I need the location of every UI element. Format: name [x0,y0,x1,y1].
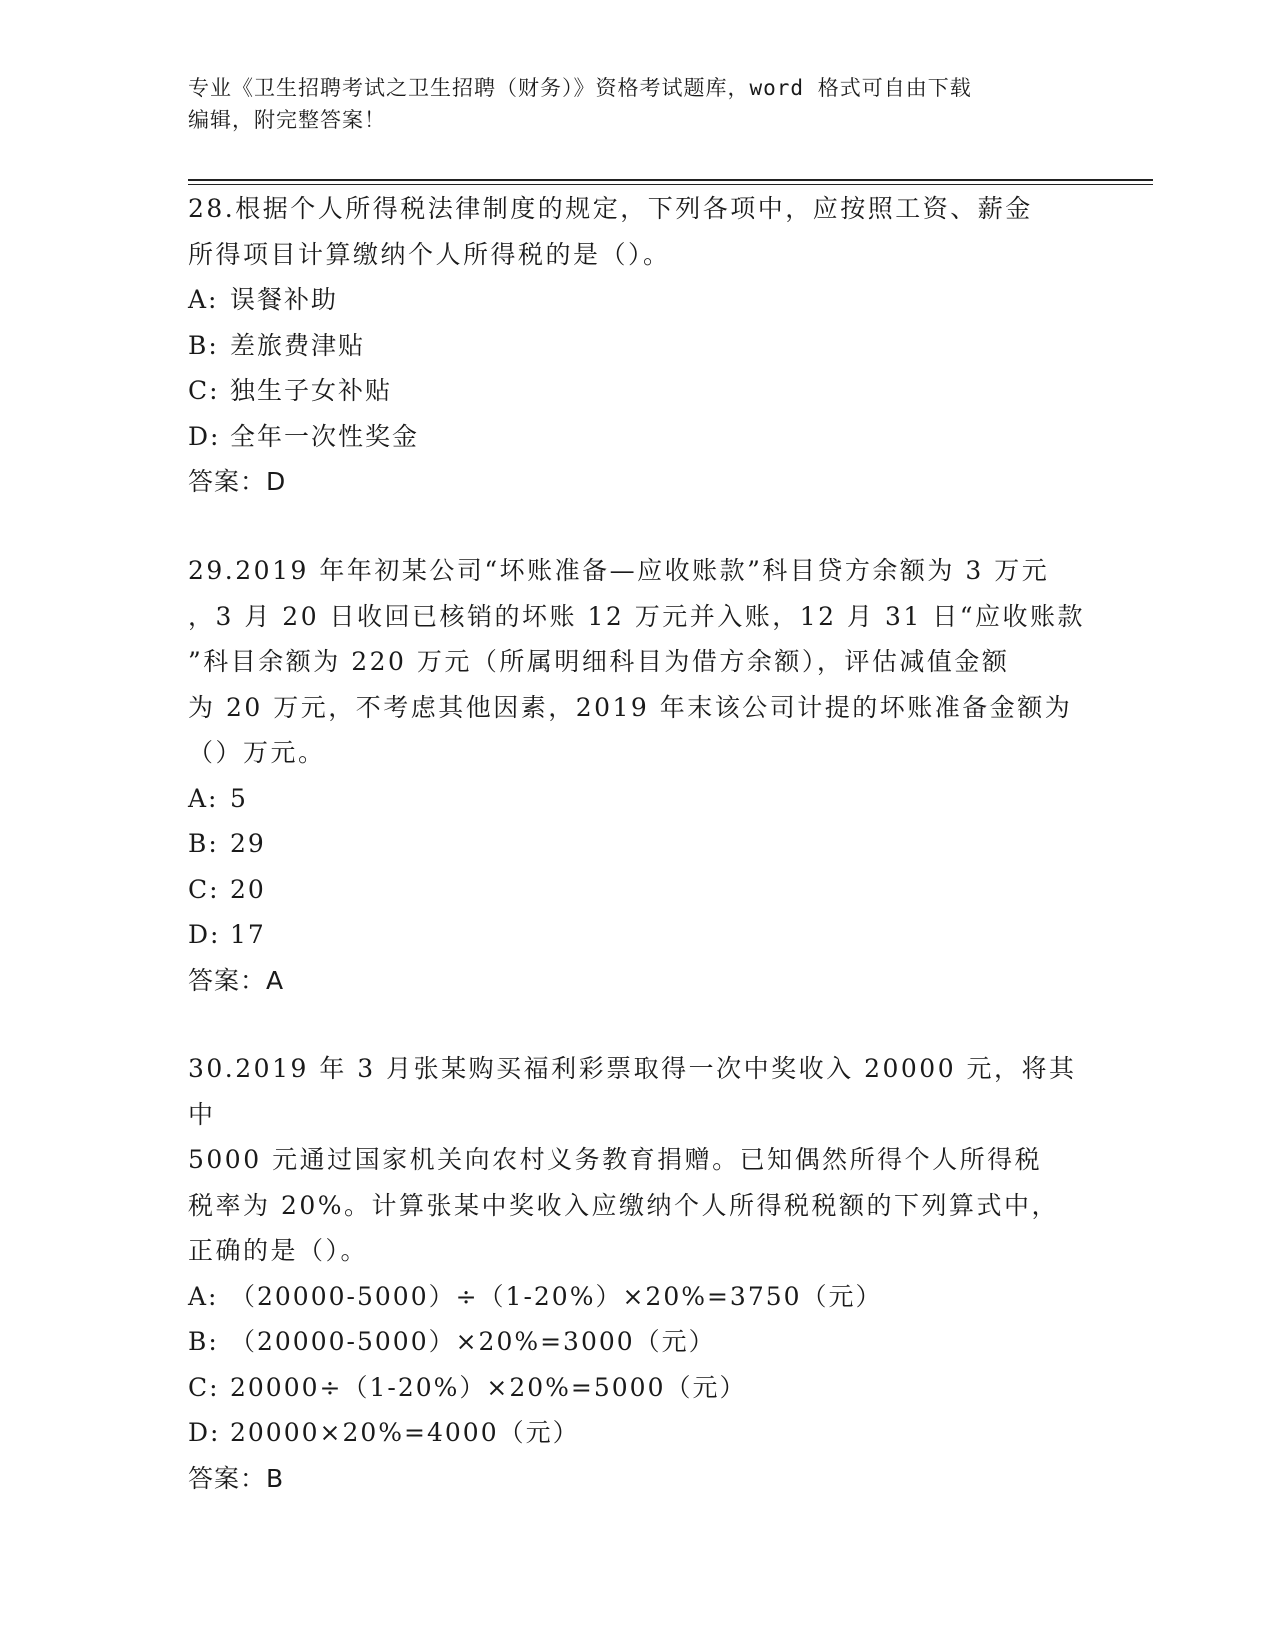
option-text: 误餐补助 [230,285,339,314]
option-key: B: [188,330,219,360]
option-text: 29 [230,829,266,858]
question-stem [188,548,1088,776]
header-line-2: 编辑，附完整答案！ [188,108,386,132]
option-b [188,821,1088,867]
stem-line: 30.2019 年 3 月张某购买福利彩票取得一次中奖收入 20000 元，将其中 [188,1054,1077,1129]
answer-line: 答案：B [188,1463,285,1493]
stem-line: 28.根据个人所得税法律制度的规定，下列各项中，应按照工资、薪金 [188,194,1033,223]
stem-line: 29.2019 年年初某公司“坏账准备—应收账款”科目贷方余额为 3 万元 [188,556,1050,585]
option-text: 全年一次性奖金 [230,421,420,451]
option-key: D: [188,1418,221,1447]
document-header [188,72,1088,136]
header-line-1: 专业《卫生招聘考试之卫生招聘（财务）》资格考试题库，word 格式可自由下载 [188,76,972,100]
stem-line: 正确的是（）。 [188,1236,369,1265]
stem-line: ，3 月 20 日收回已核销的坏账 12 万元并入账，12 月 31 日“应收账款 [188,601,1086,631]
option-text: 5 [230,783,248,813]
option-text: 20000×20%=4000（元） [230,1418,580,1447]
option-d [188,912,1088,958]
option-key: B: [188,829,219,858]
option-a [188,277,1088,323]
option-key: C: [188,874,220,904]
option-key: C: [188,1372,220,1402]
stem-line: 5000 元通过国家机关向农村义务教育捐赠。已知偶然所得个人所得税 [188,1145,1043,1174]
stem-line: 所得项目计算缴纳个人所得税的是（）。 [188,239,671,269]
header-divider-thin [188,184,1153,185]
option-key: A: [188,783,219,813]
option-key: A: [188,1281,219,1311]
answer-line: 答案：A [188,965,285,995]
question-stem [188,186,1088,277]
question-stem [188,1046,1088,1274]
option-text: 17 [230,920,266,949]
option-text: 独生子女补贴 [230,376,393,405]
question-30 [188,1046,1088,1501]
stem-line: 为 20 万元，不考虑其他因素，2019 年末该公司计提的坏账准备金额为 [188,692,1073,722]
option-text: （20000-5000）÷（1-20%）×20%=3750（元） [230,1281,883,1311]
stem-line: （）万元。 [188,738,326,767]
option-d [188,414,1088,460]
option-key: D: [188,421,221,451]
option-text: 20 [230,874,266,904]
option-c [188,867,1088,913]
question-29 [188,548,1088,1003]
option-d [188,1410,1088,1456]
option-text: 差旅费津贴 [230,330,366,360]
option-key: A: [188,285,219,314]
option-text: （20000-5000）×20%=3000（元） [230,1327,716,1356]
header-divider-thick [188,179,1153,181]
option-key: C: [188,376,220,405]
option-text: 20000÷（1-20%）×20%=5000（元） [230,1372,747,1402]
option-key: B: [188,1327,219,1356]
stem-line: ”科目余额为 220 万元（所属明细科目为借方余额），评估减值金额 [188,647,1010,676]
option-c [188,368,1088,414]
option-b [188,1319,1088,1365]
option-b [188,323,1088,369]
option-key: D: [188,920,221,949]
option-a [188,776,1088,822]
question-28 [188,186,1088,505]
option-c [188,1365,1088,1411]
option-a [188,1274,1088,1320]
stem-line: 税率为 20%。计算张某中奖收入应缴纳个人所得税税额的下列算式中， [188,1190,1060,1220]
answer-line: 答案：D [188,467,287,496]
